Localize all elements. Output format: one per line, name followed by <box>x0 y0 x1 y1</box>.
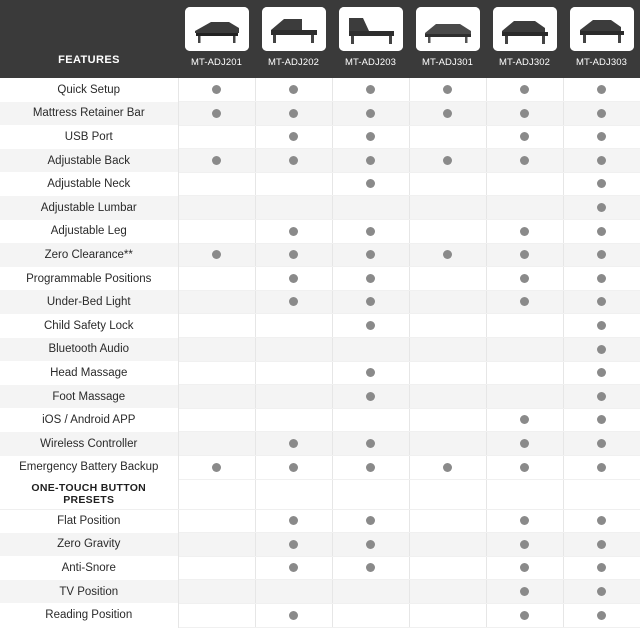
dot-icon <box>443 250 452 259</box>
dot-icon <box>366 132 375 141</box>
dot-icon <box>366 321 375 330</box>
feature-available-dot <box>332 556 409 580</box>
table-row <box>0 509 640 533</box>
dot-icon <box>597 274 606 283</box>
bed-icon-201 <box>185 7 249 51</box>
dot-icon <box>289 109 298 118</box>
feature-empty-cell <box>486 338 563 362</box>
feature-available-dot <box>486 243 563 267</box>
feature-available-dot <box>255 533 332 557</box>
dot-icon <box>289 563 298 572</box>
feature-label: Programmable Positions <box>0 267 178 291</box>
table-row <box>0 314 640 338</box>
feature-available-dot <box>255 149 332 173</box>
feature-empty-cell <box>178 385 255 409</box>
feature-empty-cell <box>178 125 255 149</box>
feature-available-dot <box>332 220 409 244</box>
feature-available-dot <box>332 456 409 480</box>
bed-icon-302 <box>493 7 557 51</box>
feature-label: Bluetooth Audio <box>0 338 178 362</box>
table-row <box>0 243 640 267</box>
section-blank-cell <box>409 479 486 509</box>
feature-label: USB Port <box>0 125 178 149</box>
feature-empty-cell <box>255 196 332 220</box>
dot-icon <box>289 274 298 283</box>
feature-available-dot <box>409 243 486 267</box>
product-column-header-5 <box>486 0 563 78</box>
feature-empty-cell <box>409 432 486 456</box>
table-row <box>0 102 640 126</box>
feature-available-dot <box>486 267 563 291</box>
feature-available-dot <box>486 603 563 627</box>
dot-icon <box>212 250 221 259</box>
table-row <box>0 125 640 149</box>
feature-empty-cell <box>178 509 255 533</box>
section-blank-cell <box>563 479 640 509</box>
table-row <box>0 338 640 362</box>
feature-available-dot <box>486 533 563 557</box>
product-column-header-2 <box>255 0 332 78</box>
dot-icon <box>520 85 529 94</box>
feature-empty-cell <box>255 172 332 196</box>
dot-icon <box>597 156 606 165</box>
feature-available-dot <box>486 102 563 126</box>
feature-available-dot <box>178 456 255 480</box>
feature-available-dot <box>409 78 486 102</box>
feature-empty-cell <box>409 603 486 627</box>
feature-label: iOS / Android APP <box>0 408 178 432</box>
table-row <box>0 267 640 291</box>
dot-icon <box>289 516 298 525</box>
feature-available-dot <box>563 149 640 173</box>
feature-empty-cell <box>409 290 486 314</box>
feature-empty-cell <box>255 408 332 432</box>
bed-icon-202 <box>262 7 326 51</box>
feature-empty-cell <box>178 432 255 456</box>
dot-icon <box>289 611 298 620</box>
dot-icon <box>520 250 529 259</box>
feature-label: Adjustable Neck <box>0 172 178 196</box>
dot-icon <box>443 109 452 118</box>
dot-icon <box>597 415 606 424</box>
feature-empty-cell <box>255 361 332 385</box>
feature-empty-cell <box>178 556 255 580</box>
dot-icon <box>597 297 606 306</box>
dot-icon <box>597 516 606 525</box>
product-model-4: MT-ADJ301 <box>421 57 474 68</box>
dot-icon <box>366 540 375 549</box>
product-column-header-1 <box>178 0 255 78</box>
table-row <box>0 361 640 385</box>
table-row <box>0 149 640 173</box>
feature-available-dot <box>563 509 640 533</box>
table-row <box>0 78 640 102</box>
feature-label: Adjustable Back <box>0 149 178 173</box>
dot-icon <box>520 156 529 165</box>
feature-available-dot <box>563 314 640 338</box>
dot-icon <box>366 227 375 236</box>
dot-icon <box>366 368 375 377</box>
dot-icon <box>289 227 298 236</box>
feature-empty-cell <box>409 125 486 149</box>
feature-empty-cell <box>255 338 332 362</box>
product-model-1: MT-ADJ201 <box>190 57 243 68</box>
product-column-header-4 <box>409 0 486 78</box>
feature-available-dot <box>563 603 640 627</box>
feature-label: Quick Setup <box>0 78 178 102</box>
dot-icon <box>520 297 529 306</box>
feature-available-dot <box>332 432 409 456</box>
feature-label: Reading Position <box>0 603 178 627</box>
dot-icon <box>597 203 606 212</box>
dot-icon <box>366 439 375 448</box>
feature-empty-cell <box>332 338 409 362</box>
feature-empty-cell <box>178 172 255 196</box>
product-column-header-3 <box>332 0 409 78</box>
product-model-6: MT-ADJ303 <box>575 57 628 68</box>
dot-icon <box>212 109 221 118</box>
feature-empty-cell <box>332 603 409 627</box>
feature-label: Emergency Battery Backup <box>0 456 178 480</box>
dot-icon <box>366 392 375 401</box>
feature-available-dot <box>563 290 640 314</box>
feature-available-dot <box>178 102 255 126</box>
feature-available-dot <box>563 580 640 604</box>
dot-icon <box>366 563 375 572</box>
table-row <box>0 556 640 580</box>
feature-empty-cell <box>178 533 255 557</box>
product-model-5: MT-ADJ302 <box>498 57 551 68</box>
feature-empty-cell <box>178 361 255 385</box>
feature-empty-cell <box>409 556 486 580</box>
feature-empty-cell <box>409 172 486 196</box>
feature-available-dot <box>563 385 640 409</box>
feature-label: Mattress Retainer Bar <box>0 102 178 126</box>
feature-available-dot <box>332 290 409 314</box>
feature-available-dot <box>563 243 640 267</box>
dot-icon <box>366 156 375 165</box>
feature-available-dot <box>332 267 409 291</box>
feature-empty-cell <box>486 172 563 196</box>
feature-label: Anti-Snore <box>0 556 178 580</box>
dot-icon <box>289 439 298 448</box>
header-row <box>0 0 640 78</box>
dot-icon <box>597 179 606 188</box>
dot-icon <box>289 463 298 472</box>
feature-empty-cell <box>409 533 486 557</box>
feature-available-dot <box>563 196 640 220</box>
dot-icon <box>520 611 529 620</box>
dot-icon <box>520 132 529 141</box>
table-row <box>0 603 640 627</box>
feature-available-dot <box>332 102 409 126</box>
table-row <box>0 432 640 456</box>
dot-icon <box>597 109 606 118</box>
feature-available-dot <box>255 509 332 533</box>
bed-icon-301 <box>416 7 480 51</box>
section-blank-cell <box>486 479 563 509</box>
table-row <box>0 456 640 480</box>
dot-icon <box>597 227 606 236</box>
dot-icon <box>520 516 529 525</box>
feature-empty-cell <box>178 196 255 220</box>
feature-empty-cell <box>178 580 255 604</box>
feature-available-dot <box>255 125 332 149</box>
dot-icon <box>520 463 529 472</box>
feature-available-dot <box>563 172 640 196</box>
feature-label: Under-Bed Light <box>0 290 178 314</box>
feature-empty-cell <box>255 580 332 604</box>
feature-empty-cell <box>409 314 486 338</box>
feature-available-dot <box>255 78 332 102</box>
feature-empty-cell <box>178 290 255 314</box>
feature-label: Adjustable Leg <box>0 220 178 244</box>
feature-empty-cell <box>178 220 255 244</box>
section-title: ONE-TOUCH BUTTON PRESETS <box>0 479 178 509</box>
dot-icon <box>212 463 221 472</box>
dot-icon <box>289 297 298 306</box>
dot-icon <box>289 540 298 549</box>
dot-icon <box>597 463 606 472</box>
feature-empty-cell <box>409 509 486 533</box>
dot-icon <box>366 109 375 118</box>
table-row <box>0 408 640 432</box>
dot-icon <box>289 132 298 141</box>
feature-available-dot <box>255 290 332 314</box>
dot-icon <box>289 250 298 259</box>
dot-icon <box>443 463 452 472</box>
dot-icon <box>520 274 529 283</box>
feature-available-dot <box>563 102 640 126</box>
feature-label: TV Position <box>0 580 178 604</box>
feature-empty-cell <box>255 385 332 409</box>
dot-icon <box>597 540 606 549</box>
feature-empty-cell <box>409 361 486 385</box>
feature-available-dot <box>563 338 640 362</box>
feature-available-dot <box>255 267 332 291</box>
dot-icon <box>520 439 529 448</box>
feature-available-dot <box>563 361 640 385</box>
feature-empty-cell <box>409 220 486 244</box>
feature-empty-cell <box>409 196 486 220</box>
feature-available-dot <box>563 556 640 580</box>
feature-available-dot <box>332 533 409 557</box>
feature-available-dot <box>563 267 640 291</box>
feature-available-dot <box>486 408 563 432</box>
feature-empty-cell <box>178 267 255 291</box>
feature-empty-cell <box>332 580 409 604</box>
dot-icon <box>597 345 606 354</box>
features-column-header: FEATURES <box>0 0 178 78</box>
dot-icon <box>289 156 298 165</box>
feature-label: Zero Gravity <box>0 533 178 557</box>
feature-available-dot <box>563 432 640 456</box>
feature-available-dot <box>486 149 563 173</box>
feature-available-dot <box>486 78 563 102</box>
feature-available-dot <box>332 149 409 173</box>
dot-icon <box>597 368 606 377</box>
feature-empty-cell <box>409 338 486 362</box>
feature-empty-cell <box>178 338 255 362</box>
feature-available-dot <box>255 102 332 126</box>
feature-available-dot <box>332 509 409 533</box>
product-model-2: MT-ADJ202 <box>267 57 320 68</box>
feature-available-dot <box>486 509 563 533</box>
feature-available-dot <box>332 78 409 102</box>
dot-icon <box>520 227 529 236</box>
section-header-row <box>0 479 640 509</box>
feature-label: Child Safety Lock <box>0 314 178 338</box>
dot-icon <box>597 587 606 596</box>
feature-available-dot <box>409 149 486 173</box>
dot-icon <box>597 611 606 620</box>
feature-label: Wireless Controller <box>0 432 178 456</box>
feature-available-dot <box>486 432 563 456</box>
feature-empty-cell <box>409 385 486 409</box>
feature-available-dot <box>255 243 332 267</box>
feature-available-dot <box>255 220 332 244</box>
feature-available-dot <box>255 603 332 627</box>
product-model-3: MT-ADJ203 <box>344 57 397 68</box>
feature-available-dot <box>332 314 409 338</box>
feature-available-dot <box>332 243 409 267</box>
feature-label: Adjustable Lumbar <box>0 196 178 220</box>
dot-icon <box>366 179 375 188</box>
feature-available-dot <box>486 290 563 314</box>
dot-icon <box>366 250 375 259</box>
feature-label: Zero Clearance** <box>0 243 178 267</box>
dot-icon <box>366 85 375 94</box>
feature-empty-cell <box>409 267 486 291</box>
feature-available-dot <box>178 243 255 267</box>
feature-label: Foot Massage <box>0 385 178 409</box>
dot-icon <box>443 156 452 165</box>
feature-empty-cell <box>332 408 409 432</box>
feature-empty-cell <box>178 314 255 338</box>
table-body <box>0 78 640 627</box>
dot-icon <box>366 516 375 525</box>
dot-icon <box>366 274 375 283</box>
dot-icon <box>212 85 221 94</box>
feature-available-dot <box>563 78 640 102</box>
feature-label: Flat Position <box>0 509 178 533</box>
dot-icon <box>520 109 529 118</box>
feature-empty-cell <box>486 361 563 385</box>
dot-icon <box>597 321 606 330</box>
feature-empty-cell <box>332 196 409 220</box>
feature-available-dot <box>563 408 640 432</box>
feature-available-dot <box>332 125 409 149</box>
feature-empty-cell <box>486 385 563 409</box>
dot-icon <box>597 85 606 94</box>
table-row <box>0 385 640 409</box>
dot-icon <box>520 563 529 572</box>
dot-icon <box>597 392 606 401</box>
dot-icon <box>289 85 298 94</box>
feature-empty-cell <box>486 314 563 338</box>
feature-available-dot <box>563 125 640 149</box>
table-row <box>0 580 640 604</box>
table-row <box>0 172 640 196</box>
feature-label: Head Massage <box>0 361 178 385</box>
feature-available-dot <box>486 456 563 480</box>
feature-available-dot <box>486 580 563 604</box>
dot-icon <box>597 132 606 141</box>
dot-icon <box>597 563 606 572</box>
feature-available-dot <box>178 78 255 102</box>
feature-available-dot <box>409 102 486 126</box>
dot-icon <box>443 85 452 94</box>
dot-icon <box>520 415 529 424</box>
feature-empty-cell <box>178 603 255 627</box>
section-blank-cell <box>332 479 409 509</box>
feature-available-dot <box>332 361 409 385</box>
feature-available-dot <box>563 533 640 557</box>
dot-icon <box>366 297 375 306</box>
table-row <box>0 220 640 244</box>
dot-icon <box>212 156 221 165</box>
dot-icon <box>520 540 529 549</box>
bed-icon-203 <box>339 7 403 51</box>
feature-empty-cell <box>255 314 332 338</box>
section-blank-cell <box>255 479 332 509</box>
dot-icon <box>366 463 375 472</box>
dot-icon <box>520 587 529 596</box>
feature-available-dot <box>178 149 255 173</box>
feature-available-dot <box>486 556 563 580</box>
feature-available-dot <box>563 456 640 480</box>
feature-available-dot <box>409 456 486 480</box>
feature-available-dot <box>255 432 332 456</box>
table-row <box>0 196 640 220</box>
feature-available-dot <box>332 172 409 196</box>
section-blank-cell <box>178 479 255 509</box>
feature-available-dot <box>563 220 640 244</box>
table-header <box>0 0 640 78</box>
table-row <box>0 533 640 557</box>
feature-empty-cell <box>178 408 255 432</box>
feature-available-dot <box>332 385 409 409</box>
feature-empty-cell <box>486 196 563 220</box>
feature-empty-cell <box>409 408 486 432</box>
feature-empty-cell <box>409 580 486 604</box>
feature-available-dot <box>486 125 563 149</box>
feature-available-dot <box>486 220 563 244</box>
bed-icon-303 <box>570 7 634 51</box>
table-row <box>0 290 640 314</box>
product-column-header-6 <box>563 0 640 78</box>
feature-available-dot <box>255 556 332 580</box>
dot-icon <box>597 250 606 259</box>
feature-available-dot <box>255 456 332 480</box>
dot-icon <box>597 439 606 448</box>
